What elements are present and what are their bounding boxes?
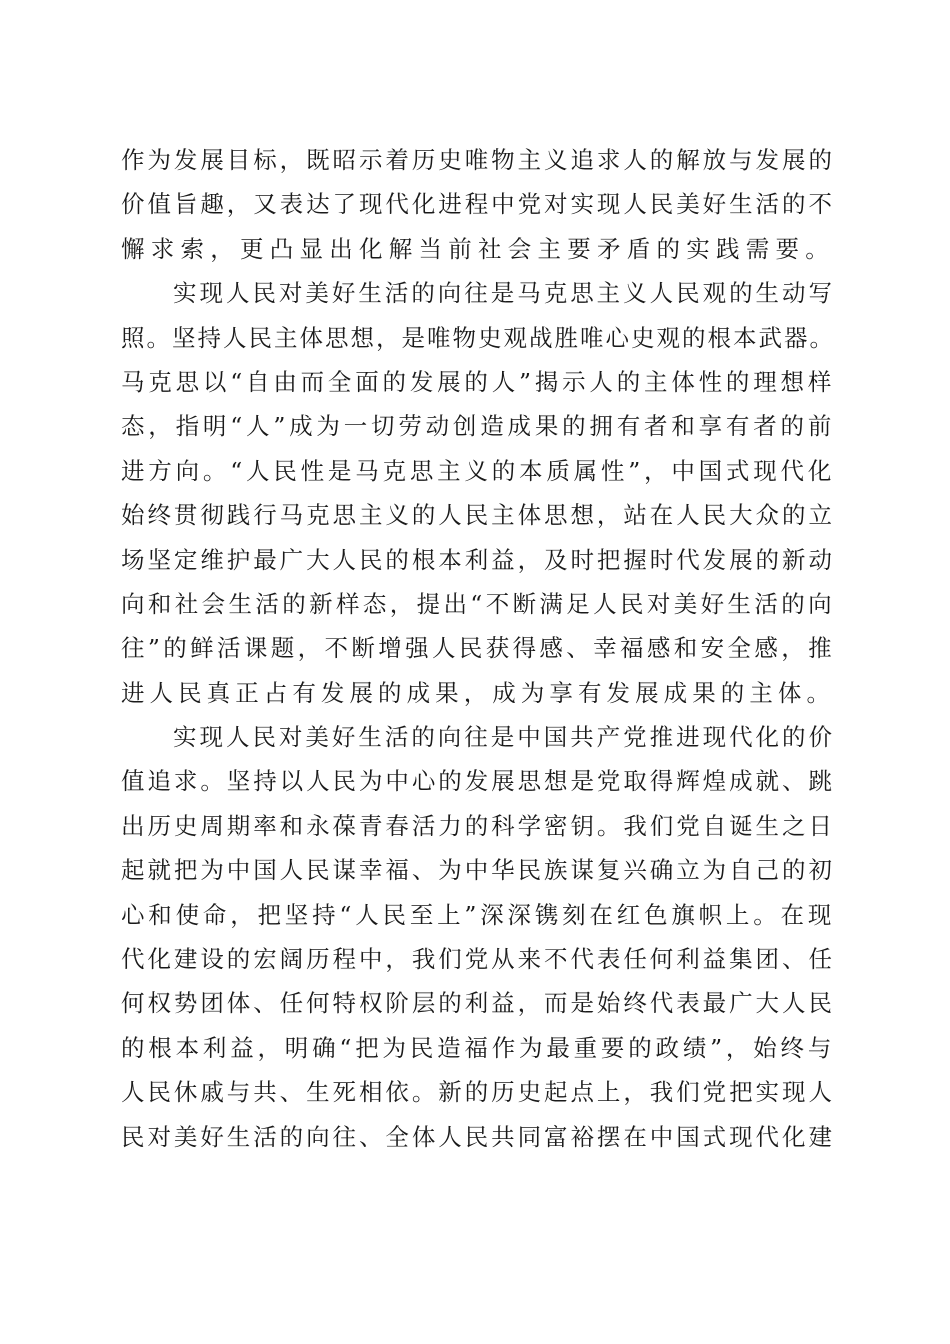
text-line: 作为发展目标，既昭示着历史唯物主义追求人的解放与发展的 bbox=[121, 146, 835, 174]
text-line: 进方向。“人民性是马克思主义的本质属性”，中国式现代化 bbox=[121, 456, 836, 485]
text-line: 何权势团体、任何特权阶层的利益，而是始终代表最广大人民 bbox=[121, 989, 835, 1018]
text-line: 往”的鲜活课题，不断增强人民获得感、幸福感和安全感，推 bbox=[121, 634, 836, 663]
text-line: 照。坚持人民主体思想，是唯物史观战胜唯心史观的根本武器。 bbox=[121, 323, 835, 352]
text-line: 场坚定维护最广大人民的根本利益，及时把握时代发展的新动 bbox=[121, 545, 835, 574]
text-line: 价值旨趣，又表达了现代化进程中党对实现人民美好生活的不 bbox=[121, 190, 835, 219]
text-line: 民对美好生活的向往、全体人民共同富裕摆在中国式现代化建 bbox=[121, 1122, 835, 1151]
text-line: 马克思以“自由而全面的发展的人”揭示人的主体性的理想样 bbox=[121, 367, 836, 396]
text-line: 态，指明“人”成为一切劳动创造成果的拥有者和享有者的前 bbox=[121, 412, 836, 441]
text-line: 代化建设的宏阔历程中，我们党从来不代表任何利益集团、任 bbox=[121, 945, 835, 974]
text-line: 实现人民对美好生活的向往是中国共产党推进现代化的价 bbox=[173, 723, 835, 752]
text-line: 的根本利益，明确“把为民造福作为最重要的政绩”，始终与 bbox=[121, 1033, 836, 1062]
text-line: 心和使命，把坚持“人民至上”深深镌刻在红色旗帜上。在现 bbox=[121, 900, 836, 929]
text-line: 值追求。坚持以人民为中心的发展思想是党取得辉煌成就、跳 bbox=[121, 767, 835, 796]
text-line: 懈求索，更凸显出化解当前社会主要矛盾的实践需要。 bbox=[121, 234, 835, 263]
text-line: 起就把为中国人民谋幸福、为中华民族谋复兴确立为自己的初 bbox=[121, 856, 835, 885]
text-line: 进人民真正占有发展的成果，成为享有发展成果的主体。 bbox=[121, 678, 835, 707]
text-line: 人民休戚与共、生死相依。新的历史起点上，我们党把实现人 bbox=[121, 1078, 835, 1107]
text-line: 实现人民对美好生活的向往是马克思主义人民观的生动写 bbox=[173, 279, 835, 308]
text-line: 向和社会生活的新样态，提出“不断满足人民对美好生活的向 bbox=[121, 589, 836, 618]
body-text bbox=[121, 138, 835, 1159]
text-line: 出历史周期率和永葆青春活力的科学密钥。我们党自诞生之日 bbox=[121, 811, 835, 840]
text-line: 始终贯彻践行马克思主义的人民主体思想，站在人民大众的立 bbox=[121, 501, 835, 530]
